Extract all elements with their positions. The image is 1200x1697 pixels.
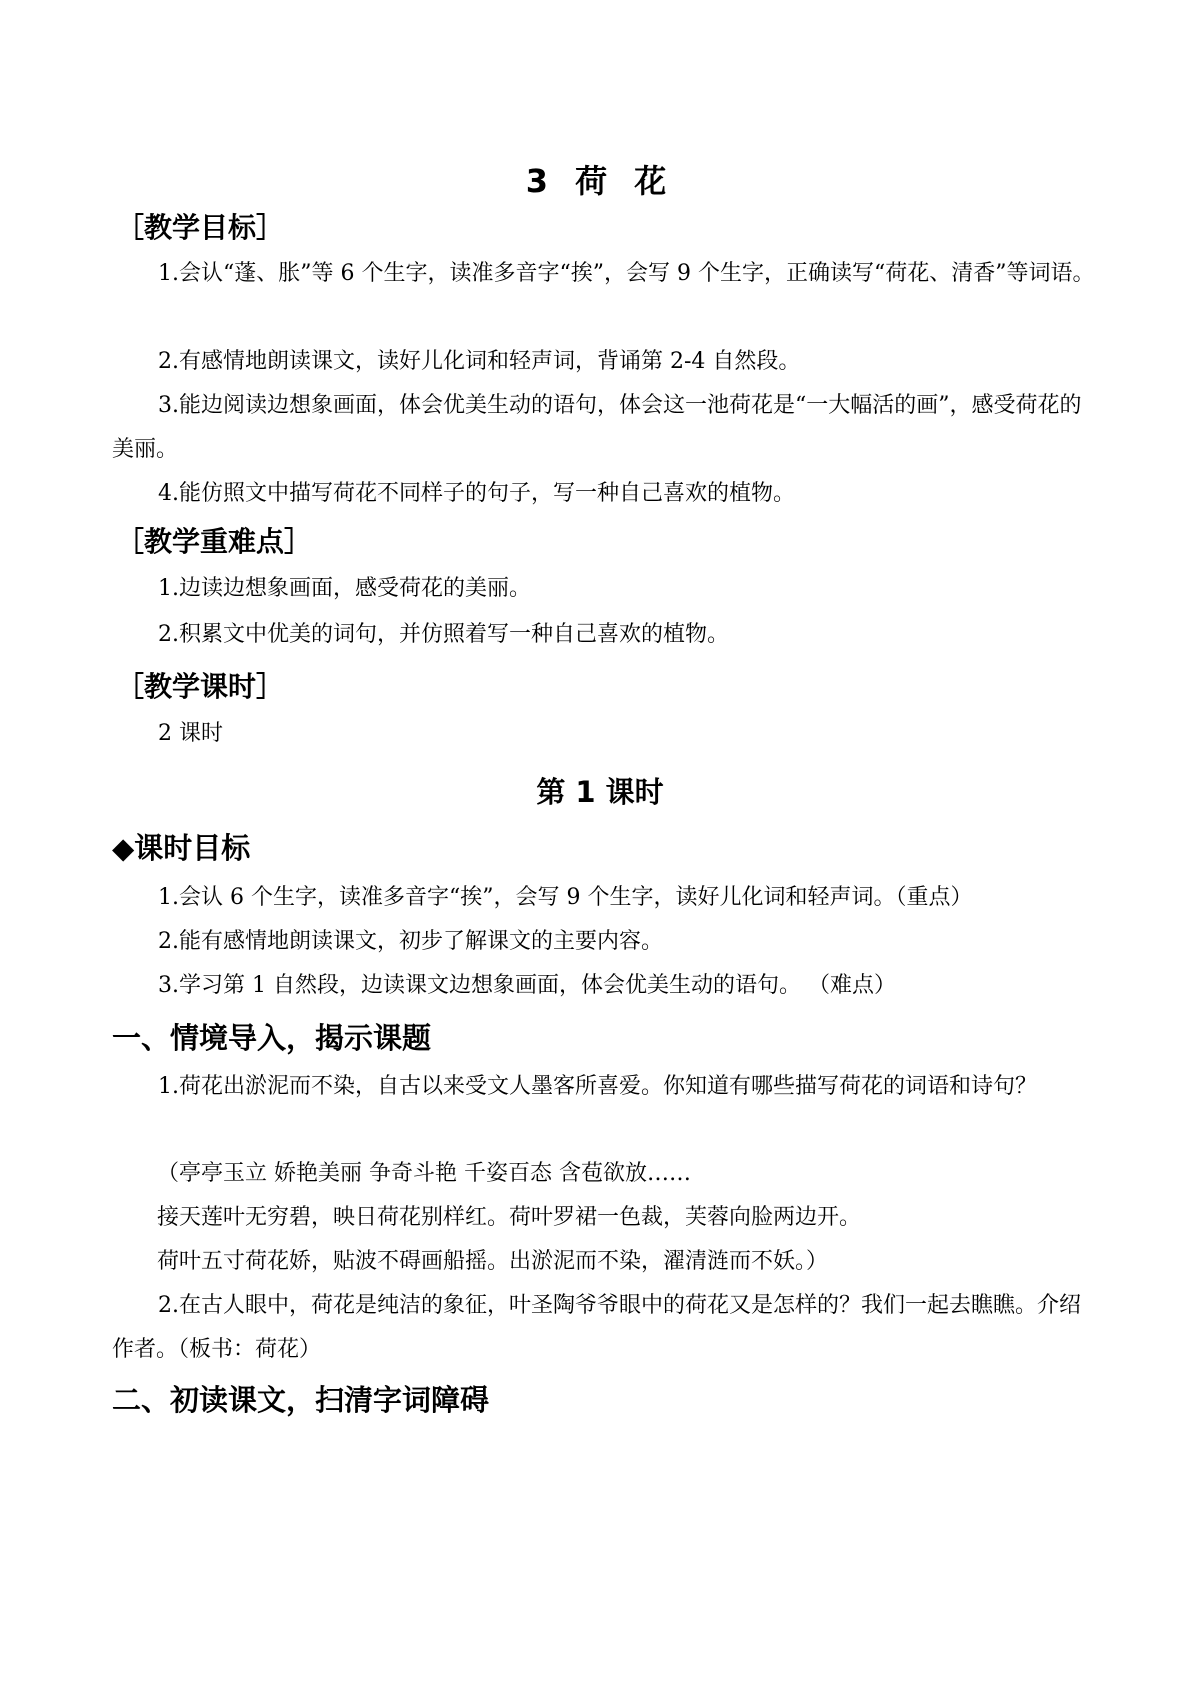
part-2-heading: 二、初读课文，扫清字词障碍: [112, 1383, 490, 1417]
objective-1: 1.会认“蓬、胀”等 6 个生字，读准多音字“挨”，会写 9 个生字，正确读写“荷花、清香”等词语。: [158, 261, 1095, 286]
part-1-heading: 一、情境导入，揭示课题: [112, 1021, 432, 1055]
objectives-heading: ［教学目标］: [116, 211, 285, 244]
lesson-goal-1: 1.会认 6 个生字，读准多音字“挨”，会写 9 个生字，读好儿化词和轻声词。（重点）: [158, 885, 973, 910]
lesson-goal-2: 2.能有感情地朗读课文，初步了解课文的主要内容。: [158, 929, 663, 954]
lesson-goals-heading: ◆课时目标: [112, 831, 251, 865]
quote-line-3: 荷叶五寸荷花娇，贴波不碍画船摇。出淤泥而不染，濯清涟而不妖。）: [157, 1249, 829, 1274]
periods-heading: ［教学课时］: [116, 670, 285, 703]
lesson-title: 第 1 课时: [536, 775, 664, 809]
part-1-item-1: 1.荷花出淤泥而不染，自古以来受文人墨客所喜爱。你知道有哪些描写荷花的词语和诗句？: [158, 1074, 1037, 1099]
lesson-goal-3: 3.学习第 1 自然段，边读课文边想象画面，体会优美生动的语句。 （难点）: [158, 973, 896, 998]
quote-line-1: （亭亭玉立 娇艳美丽 争奇斗艳 千姿百态 含苞欲放……: [157, 1161, 691, 1186]
periods-value: 2 课时: [158, 721, 223, 746]
difficulties-heading: ［教学重难点］: [116, 525, 313, 558]
difficulty-1: 1.边读边想象画面，感受荷花的美丽。: [158, 576, 531, 601]
objective-4: 4.能仿照文中描写荷花不同样子的句子，写一种自己喜欢的植物。: [158, 481, 795, 506]
page-title: 3 荷 花: [525, 162, 675, 200]
objective-3: 3.能边阅读边想象画面，体会优美生动的语句，体会这一池荷花是“一大幅活的画”，感受荷花的美丽。: [112, 393, 1082, 462]
quote-line-2: 接天莲叶无穷碧，映日荷花别样红。荷叶罗裙一色裁，芙蓉向脸两边开。: [157, 1205, 862, 1230]
part-1-item-2: 2.在古人眼中，荷花是纯洁的象征，叶圣陶爷爷眼中的荷花又是怎样的？我们一起去瞧瞧。介绍作者。（板书：荷花）: [112, 1293, 1081, 1362]
difficulty-2: 2.积累文中优美的词句，并仿照着写一种自己喜欢的植物。: [158, 622, 729, 647]
objective-2: 2.有感情地朗读课文，读好儿化词和轻声词，背诵第 2-4 自然段。: [158, 349, 801, 374]
